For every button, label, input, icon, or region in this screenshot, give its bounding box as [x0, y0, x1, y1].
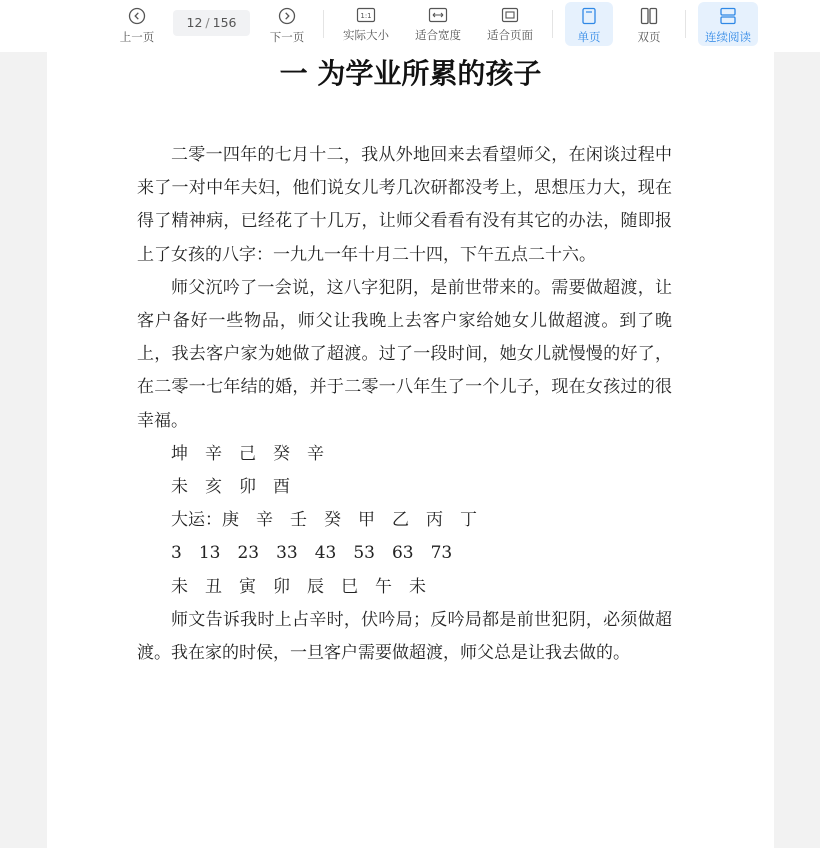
single-page-label: 单页 — [577, 30, 601, 44]
page-body — [137, 139, 672, 670]
page-indicator[interactable] — [173, 10, 250, 36]
fit-page-label: 适合页面 — [487, 28, 533, 42]
prev-page-button[interactable] — [109, 2, 165, 46]
fit-width-label: 适合宽度 — [415, 28, 461, 42]
chevron-left-circle-icon — [128, 7, 146, 25]
double-page-button[interactable] — [625, 2, 673, 46]
chevron-right-circle-icon — [278, 7, 296, 25]
fit-page-button[interactable] — [482, 2, 538, 46]
continuous-reading-label: 连续阅读 — [705, 30, 751, 44]
continuous-reading-icon — [719, 7, 737, 25]
current-page-number[interactable]: 12 — [186, 15, 203, 30]
continuous-reading-button[interactable] — [698, 2, 758, 46]
double-page-label: 双页 — [637, 30, 661, 44]
bazi-line: 坤 辛 己 癸 辛 — [171, 443, 324, 464]
actual-size-icon — [356, 7, 376, 23]
toolbar-divider — [323, 10, 324, 38]
toolbar-divider — [552, 10, 553, 38]
reader-toolbar — [0, 0, 820, 52]
actual-size-label: 实际大小 — [343, 28, 389, 42]
bazi-line: 未 亥 卯 酉 — [171, 477, 290, 498]
fit-page-icon — [500, 7, 520, 23]
actual-size-button[interactable] — [338, 2, 394, 46]
paragraph: 二零一四年的七月十二，我从外地回来去看望师父，在闲谈过程中来了一对中年夫妇，他们说女儿考几次研都没考上，思想压力大，现在得了精神病，已经花了十几万，让师父看看有没有其它的办法，随即报上了女孩的八字：一九九一年十月二十四，下午五点二十六。 — [137, 145, 672, 265]
next-page-button[interactable] — [259, 2, 315, 46]
double-page-icon — [640, 7, 658, 25]
single-page-icon — [581, 7, 597, 25]
chapter-title: 一 为学业所累的孩子 — [279, 57, 542, 90]
bazi-line: 3 13 23 33 43 53 63 73 — [171, 543, 453, 564]
bazi-line: 大运：庚 辛 壬 癸 甲 乙 丙 丁 — [171, 510, 477, 531]
toolbar-divider — [685, 10, 686, 38]
total-pages: 156 — [212, 15, 237, 30]
prev-page-label: 上一页 — [119, 30, 155, 44]
bazi-line: 未 丑 寅 卯 辰 巳 午 未 — [171, 576, 426, 597]
svg-text:1:1: 1:1 — [360, 12, 372, 20]
fit-width-button[interactable] — [410, 2, 466, 46]
paragraph: 师父沉吟了一会说，这八字犯阴，是前世带来的。需要做超渡，让客户备好一些物品，师父让我晚上去客户家给她女儿做超渡。到了晚上，我去客户家为她做了超渡。过了一段时间，她女儿就慢慢的好了，在二零一七年结的婚，并于二零一八年生了一个儿子，现在女孩过的很幸福。 — [137, 277, 672, 431]
page-separator: / — [205, 15, 210, 30]
fit-width-icon — [428, 7, 448, 23]
single-page-button[interactable] — [565, 2, 613, 46]
document-page — [47, 52, 774, 848]
paragraph: 师文告诉我时上占辛时，伏吟局；反吟局都是前世犯阴，必须做超渡。我在家的时侯，一旦客户需要做超渡，师父总是让我去做的。 — [137, 609, 672, 664]
next-page-label: 下一页 — [269, 30, 305, 44]
